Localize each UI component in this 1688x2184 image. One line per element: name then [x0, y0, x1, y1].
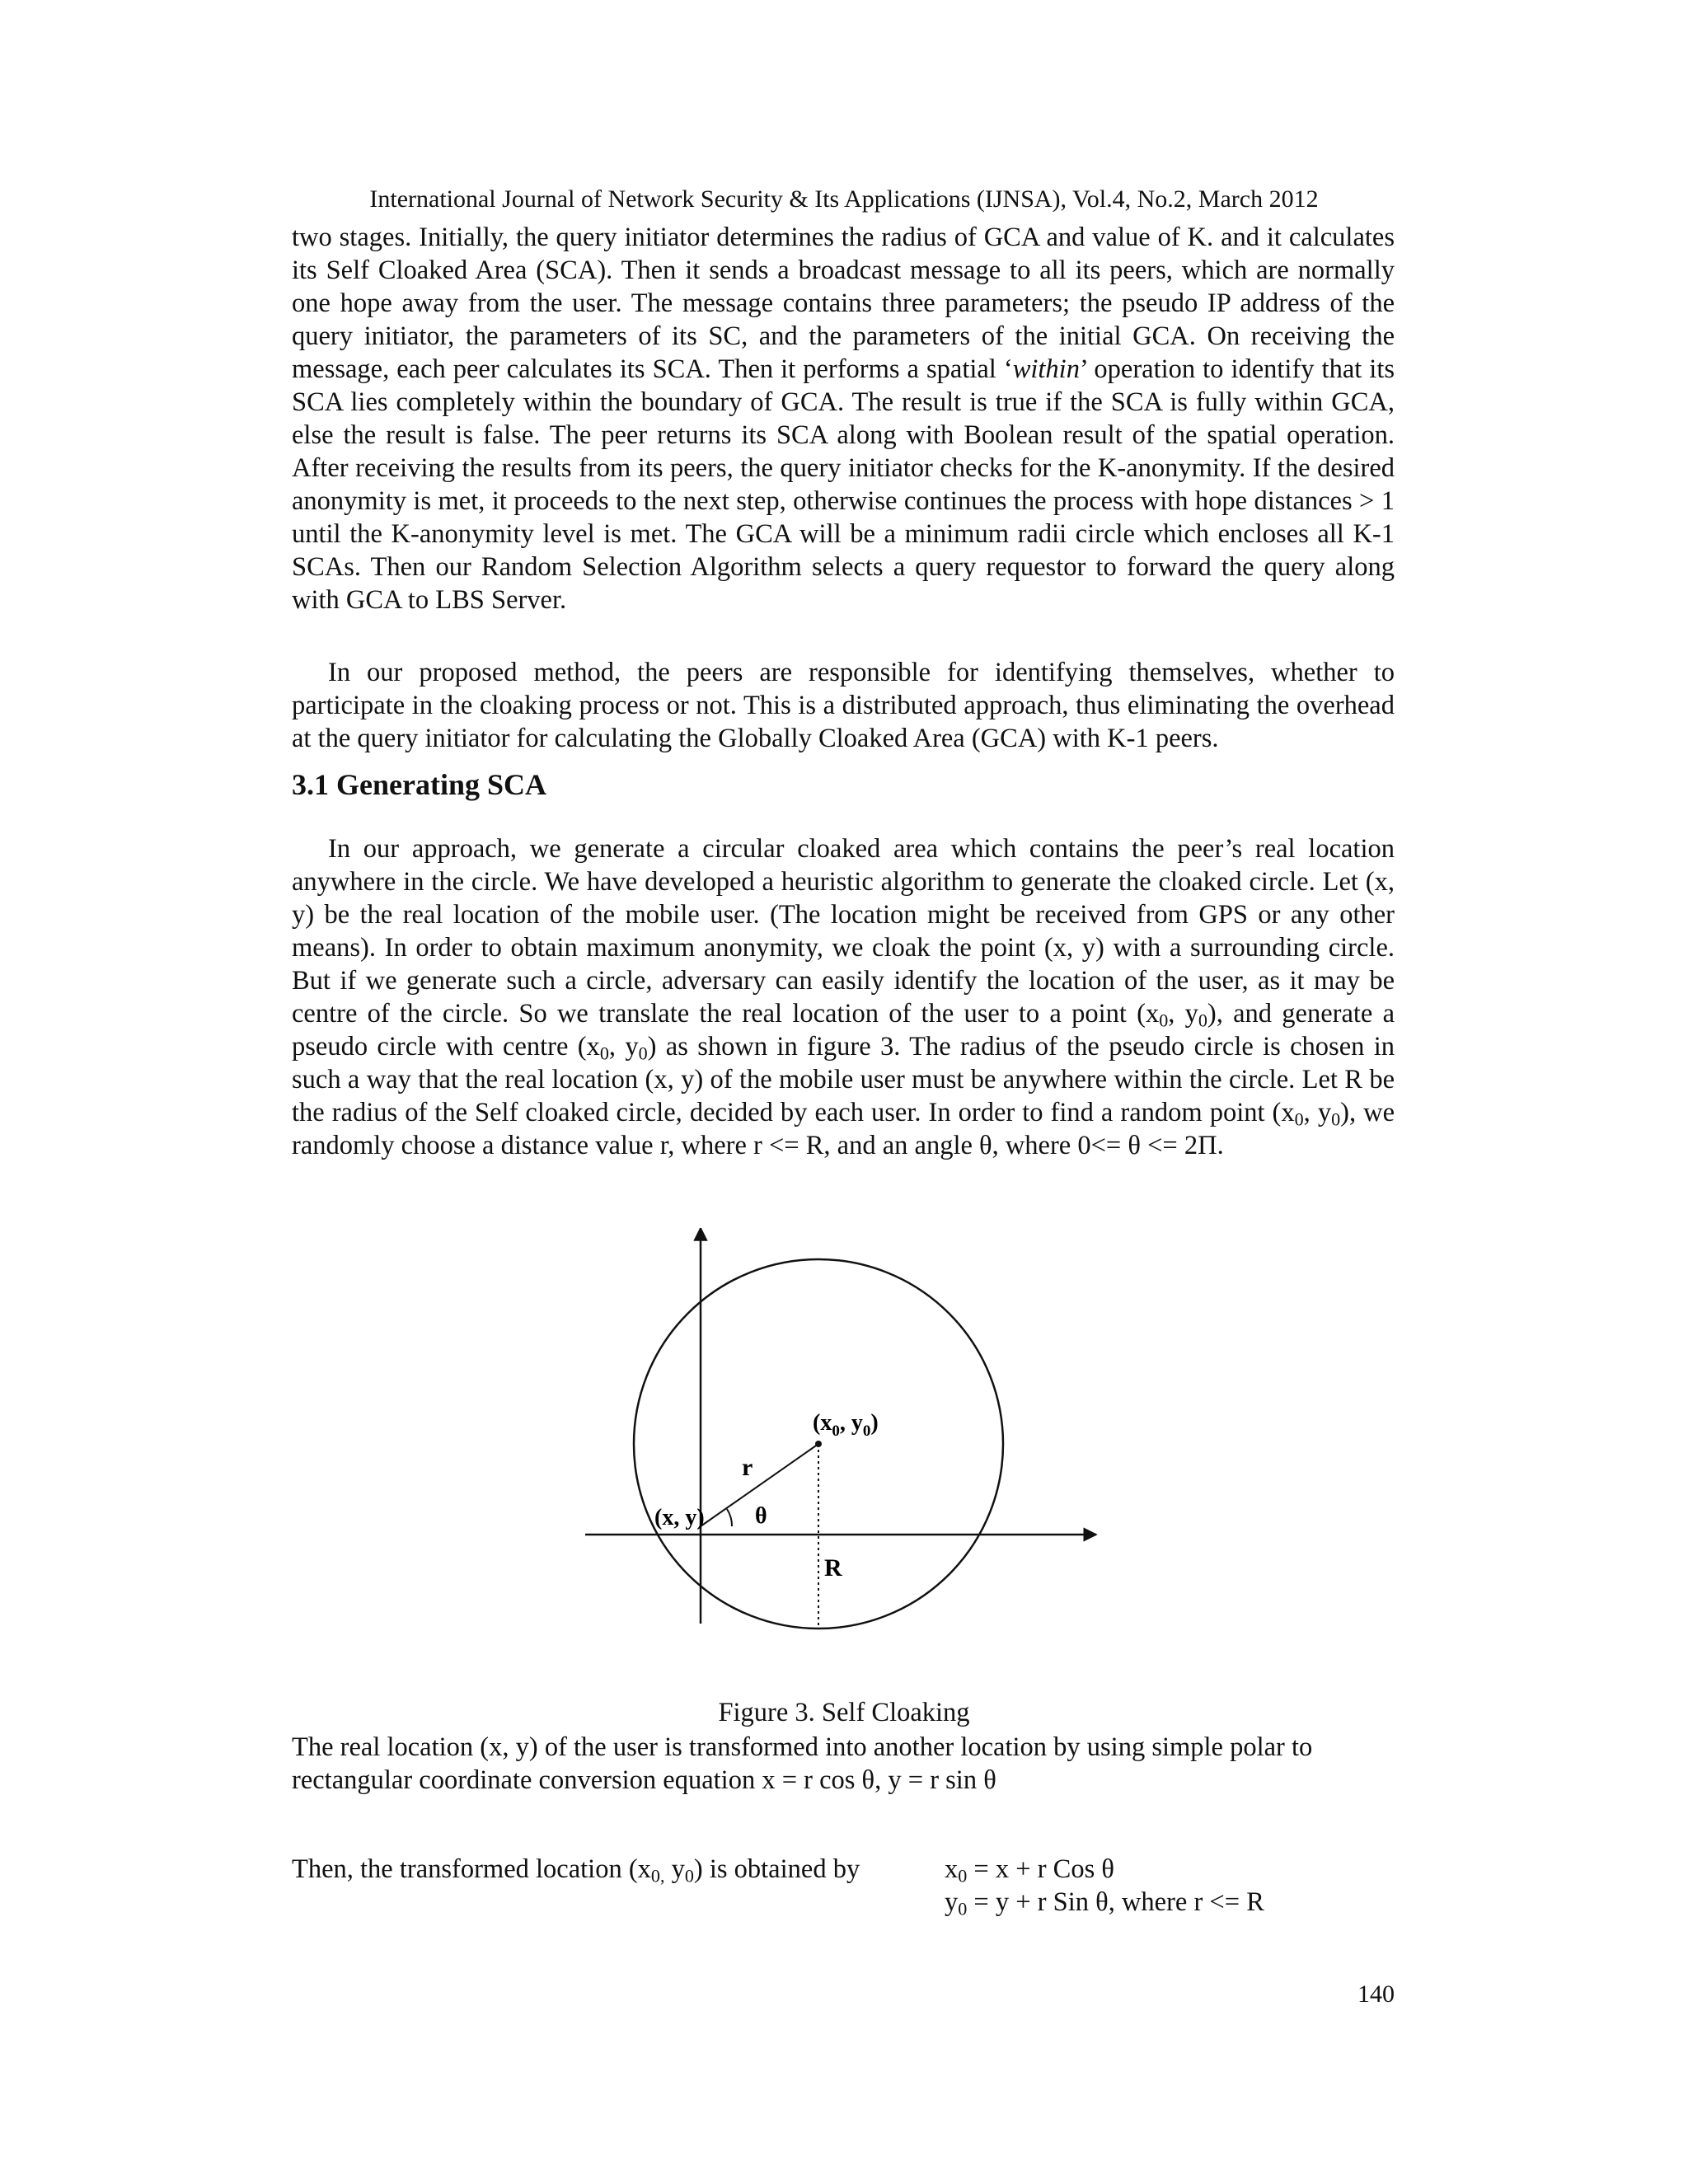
paragraph-1-emphasis: within	[1012, 354, 1080, 384]
eq-intro-sub-2: 0	[684, 1865, 694, 1886]
section-heading-wrap	[292, 766, 1395, 803]
label-xy: (x, y)	[654, 1505, 705, 1530]
eq2-sub: 0	[958, 1898, 968, 1919]
p3-g: ), we randomly choose a distance value r, where r <= R, and an angle θ, where 0<= θ <= 2Π.	[292, 1098, 1395, 1160]
p3-a: In our approach, we generate a circular cloaked area which contains the peer’s real location anywhere in the circle. We have developed a heuristic algorithm to generate the cloaked circle. Let (x, y) be the real location of the mobile user. (The location might be received from GPS or any other means). In order to obtain maximum anonymity, we cloak the point (x, y) with a surrounding circle. But if we generate such a circle, adversary can easily identify the location of the user, as it may be centre of the circle. So we translate the real location of the user to a point (x	[292, 834, 1395, 1029]
p3-c: ), and generate a pseudo circle with centre (x	[292, 999, 1395, 1062]
body-column-p4	[292, 1731, 1395, 1797]
figure-svg	[577, 1228, 1137, 1673]
p3-sub-2: 0	[1198, 1010, 1207, 1031]
eq2-b: = y + r Sin θ, where r <= R	[967, 1887, 1264, 1917]
label-theta: θ	[755, 1503, 767, 1529]
p3-b: , y	[1168, 999, 1198, 1029]
p3-d: , y	[608, 1032, 639, 1062]
equations	[945, 1853, 1264, 1919]
eq-intro-sub: 0,	[650, 1865, 665, 1886]
center-point	[815, 1441, 822, 1447]
label-r: r	[742, 1454, 753, 1481]
p3-e: ) as shown in figure 3. The radius of the pseudo circle is chosen in such a way that the real location (x, y) of the mobile user must be anywhere within the circle. Let R be the radius of the Self cloaked circle, decided by each user. In order to find a random point (x	[292, 1032, 1395, 1127]
p3-f: , y	[1303, 1098, 1332, 1127]
eq-intro-c: ) is obtained by	[693, 1854, 860, 1884]
page-number: 140	[1357, 1980, 1395, 2008]
equation-intro	[292, 1853, 860, 1886]
theta-arc	[727, 1509, 732, 1526]
p3-sub-3: 0	[599, 1043, 609, 1064]
eq-intro-b: y	[664, 1854, 685, 1884]
paragraph-1	[292, 221, 1395, 616]
figure-caption: Figure 3. Self Cloaking	[718, 1698, 970, 1727]
body-column-p3	[292, 832, 1395, 1162]
body-column-p2	[292, 656, 1395, 755]
eq2-a: y	[945, 1887, 959, 1917]
equation-x0	[945, 1853, 1264, 1886]
p3-sub-1: 0	[1159, 1010, 1169, 1031]
paragraph-2: In our proposed method, the peers are responsible for identifying themselves, whether to participate in the cloaking process or not. This is a distributed approach, thus eliminating the overhead at the query initiator for calculating the Globally Cloaked Area (GCA) with K-1 peers.	[292, 658, 1395, 753]
p3-sub-4: 0	[638, 1043, 648, 1064]
running-header: International Journal of Network Security & Its Applications (IJNSA), Vol.4, No.2, March 2012	[369, 185, 1319, 213]
eq-intro-a: Then, the transformed location (x	[292, 1854, 651, 1884]
eq1-a: x	[945, 1854, 959, 1884]
section-heading: 3.1 Generating SCA	[292, 768, 546, 801]
paragraph-1-part-a: two stages. Initially, the query initiator determines the radius of GCA and value of K. and it calculates its Self Cloaked Area (SCA). Then it sends a broadcast message to all its peers, which are normally one hope away from the user. The message contains three parameters; the pseudo IP address of the query initiator, the parameters of its SC, and the parameters of the initial GCA. On receiving the message, each peer calculates its SCA. Then it performs a spatial ‘	[292, 223, 1395, 384]
paragraph-1-part-b: ’ operation to identify that its SCA lies completely within the boundary of GCA. The result is true if the SCA is fully within GCA, else the result is false. The peer returns its SCA along with Boolean result of the spatial operation. After receiving the results from its peers, the query initiator checks for the K-anonymity. If the desired anonymity is met, it proceeds to the next step, otherwise continues the process with hope distances > 1 until the K-anonymity level is met. The GCA will be a minimum radii circle which encloses all K-1 SCAs. Then our Random Selection Algorithm selects a query requestor to forward the query along with GCA to LBS Server.	[292, 354, 1395, 615]
equation-y0	[945, 1886, 1264, 1919]
eq1-b: = x + r Cos θ	[967, 1854, 1114, 1884]
paragraph-3	[292, 832, 1395, 1162]
paragraph-4: The real location (x, y) of the user is transformed into another location by using simple polar to rectangular coordinate conversion equation x = r cos θ, y = r sin θ	[292, 1732, 1313, 1795]
p3-sub-5: 0	[1294, 1108, 1304, 1130]
p3-sub-6: 0	[1331, 1108, 1341, 1130]
label-R: R	[824, 1554, 842, 1582]
eq1-sub: 0	[958, 1865, 968, 1886]
body-column-top	[292, 221, 1395, 616]
label-center: ($x_0$, $y_0$)	[813, 1410, 879, 1440]
figure-self-cloaking	[577, 1228, 1137, 1673]
